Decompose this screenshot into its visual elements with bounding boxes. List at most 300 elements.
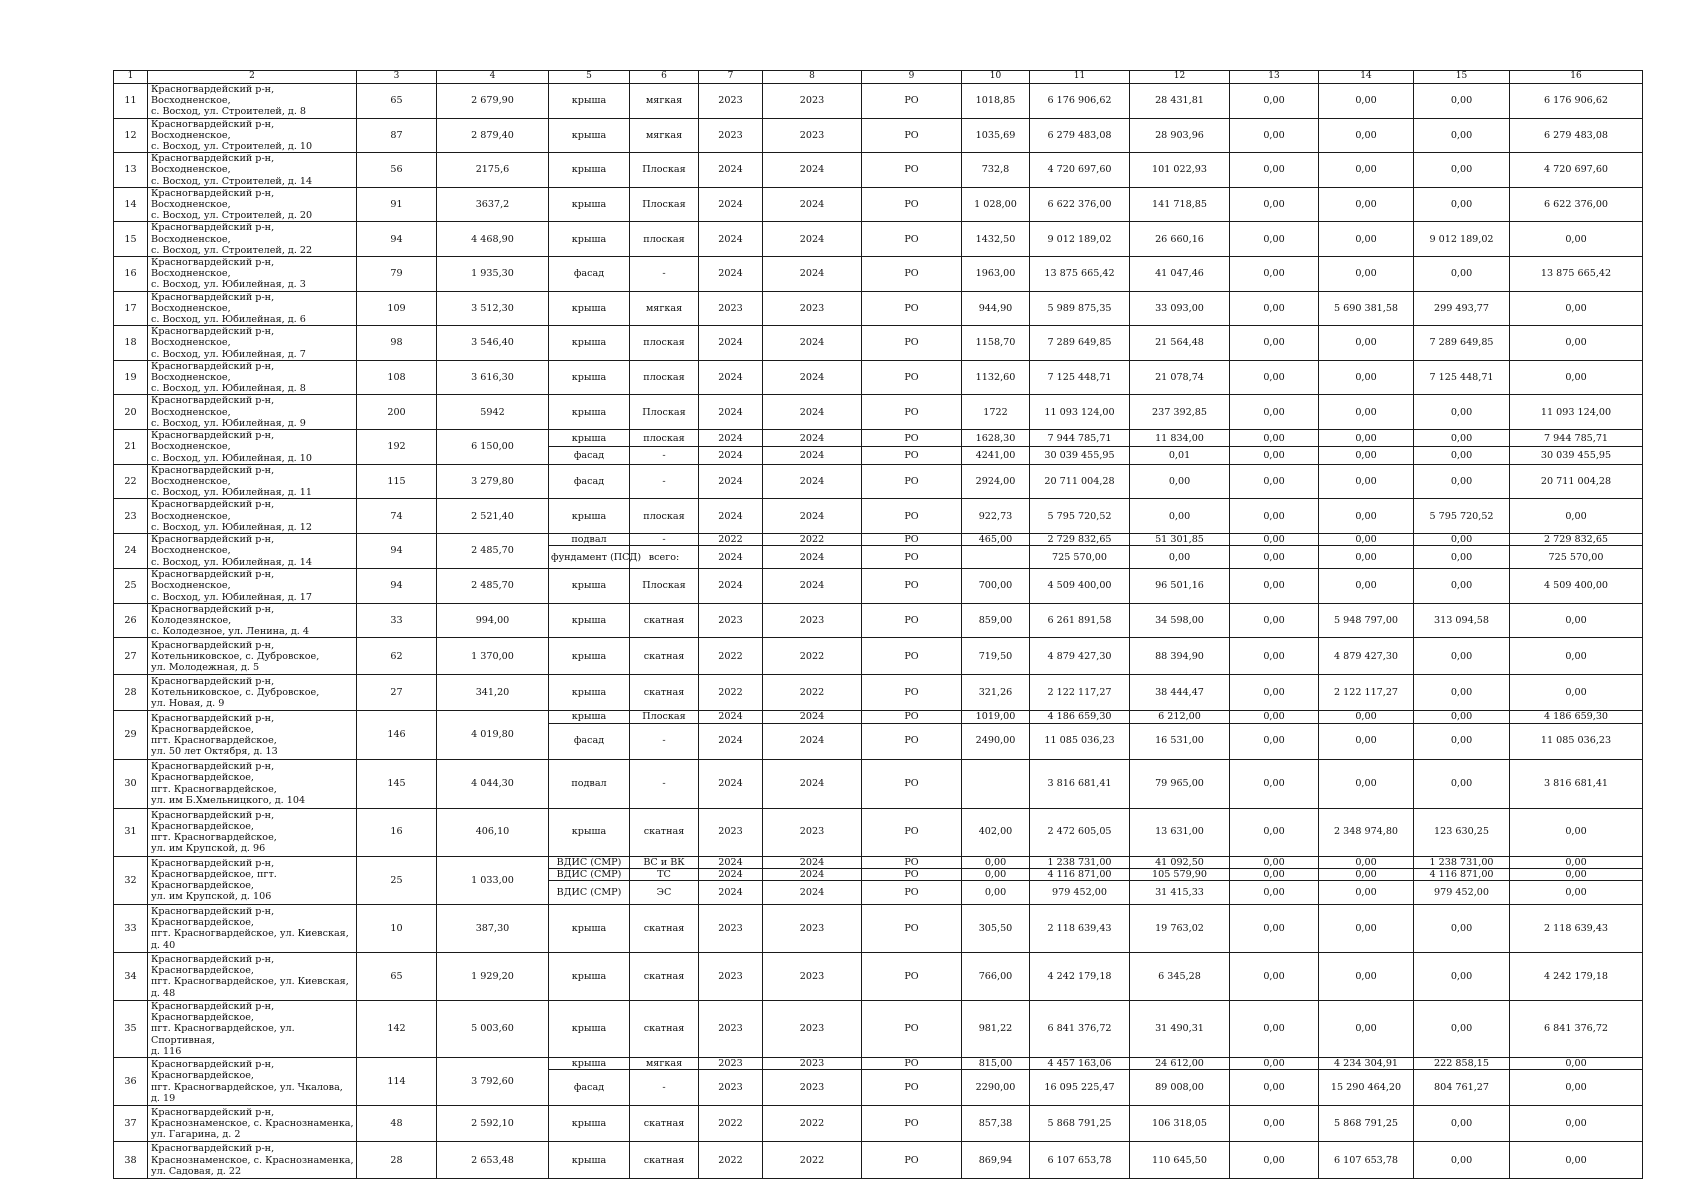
table-row <box>114 257 1643 292</box>
total-cost: 6 176 906,62 <box>1030 84 1130 119</box>
apartment-count: 65 <box>357 84 437 119</box>
address-line: д. 116 <box>151 1045 182 1057</box>
column-header: 2 <box>148 71 357 84</box>
plan-year-start: 2024 <box>699 723 763 759</box>
fund-owners: 0,00 <box>1510 291 1643 326</box>
total-cost: 4 242 179,18 <box>1030 952 1130 1000</box>
fund-regional: 0,00 <box>1319 569 1414 604</box>
table-row <box>114 759 1643 808</box>
total-cost: 5 795 720,52 <box>1030 499 1130 534</box>
area: 1019,00 <box>962 711 1030 723</box>
fund-federal: 0,00 <box>1230 499 1319 534</box>
plan-year-end: 2022 <box>763 638 862 675</box>
plan-year-end: 2024 <box>763 360 862 395</box>
cost-per-unit: 13 631,00 <box>1130 808 1230 856</box>
table-row <box>114 222 1643 257</box>
plan-year-end: 2023 <box>763 84 862 119</box>
area: 815,00 <box>962 1057 1030 1069</box>
material: скатная <box>630 638 699 675</box>
address-line: ул. им Б.Хмельницкого, д. 104 <box>151 794 306 806</box>
fund-federal: 0,00 <box>1230 447 1319 464</box>
building-area: 2 679,90 <box>437 84 549 119</box>
total-cost: 7 944 785,71 <box>1030 430 1130 447</box>
address-line: Красногвардейское, пгт. <box>151 869 277 881</box>
fund-local: 0,00 <box>1414 187 1510 222</box>
fund-local: 4 116 871,00 <box>1414 868 1510 880</box>
funding-source: РО <box>862 723 962 759</box>
fund-local: 804 761,27 <box>1414 1070 1510 1106</box>
row-number: 22 <box>114 464 148 499</box>
area: 1158,70 <box>962 326 1030 361</box>
cost-per-unit: 41 092,50 <box>1130 856 1230 868</box>
plan-year-end: 2024 <box>763 868 862 880</box>
work-type: крыша <box>549 499 630 534</box>
table-row <box>114 1000 1643 1057</box>
cost-per-unit: 16 531,00 <box>1130 723 1230 759</box>
cost-per-unit: 41 047,46 <box>1130 257 1230 292</box>
funding-source: РО <box>862 118 962 153</box>
fund-owners: 4 186 659,30 <box>1510 711 1643 723</box>
funding-source: РО <box>862 1070 962 1106</box>
plan-year-end: 2022 <box>763 533 862 545</box>
fund-federal: 0,00 <box>1230 153 1319 188</box>
work-type: крыша <box>549 430 630 447</box>
row-number: 35 <box>114 1000 148 1057</box>
address-cell <box>148 603 357 638</box>
work-type: крыша <box>549 675 630 711</box>
apartment-count: 200 <box>357 395 437 430</box>
total-cost: 6 622 376,00 <box>1030 187 1130 222</box>
material: - <box>630 533 699 545</box>
building-area: 5942 <box>437 395 549 430</box>
column-number-header-row <box>114 71 1643 84</box>
fund-federal: 0,00 <box>1230 808 1319 856</box>
address-line: с. Восход, ул. Юбилейная, д. 10 <box>151 452 312 464</box>
apartment-count: 94 <box>357 533 437 568</box>
fund-federal: 0,00 <box>1230 1142 1319 1179</box>
address-cell <box>148 808 357 856</box>
address-line: Красногвардейский р-н, <box>151 676 275 688</box>
fund-owners: 0,00 <box>1510 868 1643 880</box>
table-row <box>114 808 1643 856</box>
fund-owners: 11 093 124,00 <box>1510 395 1643 430</box>
fund-local: 0,00 <box>1414 447 1510 464</box>
cost-per-unit: 79 965,00 <box>1130 759 1230 808</box>
total-cost: 11 085 036,23 <box>1030 723 1130 759</box>
address-line: Красногвардейский р-н, <box>151 954 275 966</box>
material: скатная <box>630 904 699 952</box>
material: плоская <box>630 222 699 257</box>
cost-per-unit: 141 718,85 <box>1130 187 1230 222</box>
cost-per-unit: 88 394,90 <box>1130 638 1230 675</box>
column-header: 8 <box>763 71 862 84</box>
address-line: Красногвардейский р-н, <box>151 1059 275 1071</box>
fund-local: 0,00 <box>1414 1106 1510 1142</box>
work-type: крыша <box>549 326 630 361</box>
fund-federal: 0,00 <box>1230 723 1319 759</box>
funding-source: РО <box>862 326 962 361</box>
row-number: 29 <box>114 711 148 759</box>
area: 4241,00 <box>962 447 1030 464</box>
address-line: Красногвардейский р-н, Восходненское, <box>151 326 275 349</box>
fund-local: 0,00 <box>1414 464 1510 499</box>
fund-local: 123 630,25 <box>1414 808 1510 856</box>
apartment-count: 65 <box>357 952 437 1000</box>
plan-year-start: 2024 <box>699 880 763 904</box>
table-row <box>114 187 1643 222</box>
table-row <box>114 360 1643 395</box>
fund-federal: 0,00 <box>1230 1057 1319 1069</box>
cost-per-unit: 38 444,47 <box>1130 675 1230 711</box>
fund-regional: 5 868 791,25 <box>1319 1106 1414 1142</box>
material: - <box>630 257 699 292</box>
plan-year-end: 2023 <box>763 118 862 153</box>
work-type: крыша <box>549 118 630 153</box>
fund-local: 0,00 <box>1414 904 1510 952</box>
material: ВС и ВК <box>630 856 699 868</box>
funding-source: РО <box>862 360 962 395</box>
address-cell <box>148 569 357 604</box>
address-line: с. Восход, ул. Юбилейная, д. 9 <box>151 417 306 429</box>
plan-year-end: 2023 <box>763 808 862 856</box>
building-area: 4 044,30 <box>437 759 549 808</box>
material: плоская <box>630 326 699 361</box>
fund-regional: 0,00 <box>1319 880 1414 904</box>
area: 465,00 <box>962 533 1030 545</box>
plan-year-end: 2023 <box>763 1057 862 1069</box>
address-line: Красногвардейский р-н, <box>151 906 275 918</box>
fund-local: 0,00 <box>1414 153 1510 188</box>
building-area: 1 935,30 <box>437 257 549 292</box>
material: скатная <box>630 1000 699 1057</box>
plan-year-start: 2024 <box>699 187 763 222</box>
building-area: 5 003,60 <box>437 1000 549 1057</box>
fund-federal: 0,00 <box>1230 430 1319 447</box>
fund-regional: 5 948 797,00 <box>1319 603 1414 638</box>
material: скатная <box>630 603 699 638</box>
material: плоская <box>630 499 699 534</box>
material: - <box>630 447 699 464</box>
column-header: 10 <box>962 71 1030 84</box>
fund-federal: 0,00 <box>1230 868 1319 880</box>
total-cost: 16 095 225,47 <box>1030 1070 1130 1106</box>
column-header: 14 <box>1319 71 1414 84</box>
plan-year-start: 2024 <box>699 868 763 880</box>
fund-regional: 5 690 381,58 <box>1319 291 1414 326</box>
address-line: ул. Молодежная, д. 5 <box>151 661 260 673</box>
fund-federal: 0,00 <box>1230 675 1319 711</box>
fund-federal: 0,00 <box>1230 1000 1319 1057</box>
address-line: пгт. Красногвардейское, ул. Спортивная, <box>151 1023 295 1046</box>
fund-regional: 0,00 <box>1319 533 1414 545</box>
plan-year-end: 2024 <box>763 326 862 361</box>
apartment-count: 25 <box>357 856 437 904</box>
plan-year-end: 2024 <box>763 546 862 569</box>
fund-regional: 4 879 427,30 <box>1319 638 1414 675</box>
area: 869,94 <box>962 1142 1030 1179</box>
funding-source: РО <box>862 464 962 499</box>
work-type: подвал <box>549 759 630 808</box>
work-type: крыша <box>549 1057 630 1069</box>
address-cell <box>148 638 357 675</box>
table-row <box>114 291 1643 326</box>
address-line: Красногвардейский р-н, Восходненское, <box>151 464 275 487</box>
row-number: 38 <box>114 1142 148 1179</box>
fund-owners: 20 711 004,28 <box>1510 464 1643 499</box>
work-type: фасад <box>549 723 630 759</box>
work-type: крыша <box>549 904 630 952</box>
apartment-count: 115 <box>357 464 437 499</box>
address-line: Красногвардейское, <box>151 917 254 929</box>
work-type: фундамент (ПСД) <box>549 546 630 569</box>
address-cell <box>148 759 357 808</box>
fund-federal: 0,00 <box>1230 187 1319 222</box>
area: 859,00 <box>962 603 1030 638</box>
fund-local: 0,00 <box>1414 118 1510 153</box>
work-type: ВДИС (СМР) <box>549 856 630 868</box>
fund-federal: 0,00 <box>1230 1106 1319 1142</box>
material: скатная <box>630 808 699 856</box>
column-header: 7 <box>699 71 763 84</box>
fund-owners: 2 118 639,43 <box>1510 904 1643 952</box>
address-cell <box>148 711 357 759</box>
plan-year-start: 2024 <box>699 464 763 499</box>
plan-year-start: 2023 <box>699 291 763 326</box>
plan-year-start: 2024 <box>699 430 763 447</box>
address-line: ул. Новая, д. 9 <box>151 698 225 710</box>
material: - <box>630 759 699 808</box>
apartment-count: 145 <box>357 759 437 808</box>
fund-owners: 6 622 376,00 <box>1510 187 1643 222</box>
fund-local: 0,00 <box>1414 84 1510 119</box>
address-cell <box>148 222 357 257</box>
address-line: Красногвардейский р-н, Восходненское, <box>151 534 275 557</box>
plan-year-end: 2023 <box>763 1000 862 1057</box>
address-cell <box>148 395 357 430</box>
material: - <box>630 723 699 759</box>
address-line: с. Восход, ул. Юбилейная, д. 3 <box>151 279 306 291</box>
fund-owners: 6 176 906,62 <box>1510 84 1643 119</box>
row-number: 34 <box>114 952 148 1000</box>
fund-regional: 0,00 <box>1319 187 1414 222</box>
row-number: 15 <box>114 222 148 257</box>
work-type: крыша <box>549 1142 630 1179</box>
work-type: крыша <box>549 1106 630 1142</box>
building-area: 1 929,20 <box>437 952 549 1000</box>
area: 1132,60 <box>962 360 1030 395</box>
table-row <box>114 1106 1643 1142</box>
fund-federal: 0,00 <box>1230 759 1319 808</box>
funding-source: РО <box>862 675 962 711</box>
apartment-count: 33 <box>357 603 437 638</box>
row-number: 32 <box>114 856 148 904</box>
funding-source: РО <box>862 1000 962 1057</box>
plan-year-start: 2023 <box>699 904 763 952</box>
column-header: 13 <box>1230 71 1319 84</box>
building-area: 3637,2 <box>437 187 549 222</box>
funding-source: РО <box>862 447 962 464</box>
plan-year-end: 2023 <box>763 1070 862 1106</box>
funding-source: РО <box>862 952 962 1000</box>
address-line: Красногвардейское, <box>151 1070 254 1082</box>
funding-source: РО <box>862 569 962 604</box>
fund-federal: 0,00 <box>1230 952 1319 1000</box>
table-row <box>114 533 1643 545</box>
address-line: ул. Гагарина, д. 2 <box>151 1129 241 1141</box>
work-type: крыша <box>549 711 630 723</box>
plan-year-start: 2023 <box>699 84 763 119</box>
fund-local: 7 289 649,85 <box>1414 326 1510 361</box>
address-cell <box>148 952 357 1000</box>
apartment-count: 94 <box>357 569 437 604</box>
cost-per-unit: 31 415,33 <box>1130 880 1230 904</box>
address-line: Красногвардейский р-н, <box>151 809 275 821</box>
fund-local: 0,00 <box>1414 430 1510 447</box>
material: плоская <box>630 430 699 447</box>
address-cell <box>148 904 357 952</box>
material: мягкая <box>630 118 699 153</box>
total-cost: 4 720 697,60 <box>1030 153 1130 188</box>
cost-per-unit: 0,00 <box>1130 546 1230 569</box>
row-number: 27 <box>114 638 148 675</box>
funding-source: РО <box>862 257 962 292</box>
plan-year-end: 2024 <box>763 187 862 222</box>
address-cell <box>148 464 357 499</box>
fund-local: 0,00 <box>1414 723 1510 759</box>
address-line: с. Восход, ул. Юбилейная, д. 6 <box>151 314 306 326</box>
address-line: Красногвардейский р-н, <box>151 857 275 869</box>
address-cell <box>148 326 357 361</box>
fund-local: 0,00 <box>1414 546 1510 569</box>
total-cost: 6 841 376,72 <box>1030 1000 1130 1057</box>
material: ТС <box>630 868 699 880</box>
address-line: Красногвардейский р-н, Восходненское, <box>151 257 275 280</box>
plan-year-end: 2023 <box>763 603 862 638</box>
plan-year-start: 2024 <box>699 856 763 868</box>
cost-per-unit: 31 490,31 <box>1130 1000 1230 1057</box>
work-type: крыша <box>549 638 630 675</box>
area: 766,00 <box>962 952 1030 1000</box>
cost-per-unit: 19 763,02 <box>1130 904 1230 952</box>
material: ЭС <box>630 880 699 904</box>
fund-federal: 0,00 <box>1230 1070 1319 1106</box>
address-line: с. Восход, ул. Юбилейная, д. 11 <box>151 487 312 499</box>
fund-regional: 0,00 <box>1319 430 1414 447</box>
area: 2924,00 <box>962 464 1030 499</box>
fund-regional: 0,00 <box>1319 499 1414 534</box>
cost-per-unit: 24 612,00 <box>1130 1057 1230 1069</box>
plan-year-end: 2023 <box>763 952 862 1000</box>
address-line: с. Восход, ул. Строителей, д. 8 <box>151 106 307 118</box>
fund-local: 9 012 189,02 <box>1414 222 1510 257</box>
cost-per-unit: 33 093,00 <box>1130 291 1230 326</box>
funding-source: РО <box>862 499 962 534</box>
area: 1628,30 <box>962 430 1030 447</box>
area: 0,00 <box>962 880 1030 904</box>
plan-year-start: 2022 <box>699 1106 763 1142</box>
apartment-count: 91 <box>357 187 437 222</box>
building-area: 3 546,40 <box>437 326 549 361</box>
address-line: ул. им Крупской, д. 106 <box>151 891 272 903</box>
plan-year-start: 2024 <box>699 711 763 723</box>
material: Плоская <box>630 395 699 430</box>
row-number: 13 <box>114 153 148 188</box>
row-number: 25 <box>114 569 148 604</box>
plan-year-start: 2022 <box>699 675 763 711</box>
area: 2490,00 <box>962 723 1030 759</box>
building-area: 2 521,40 <box>437 499 549 534</box>
fund-owners: 0,00 <box>1510 499 1643 534</box>
row-number: 19 <box>114 360 148 395</box>
total-cost: 11 093 124,00 <box>1030 395 1130 430</box>
address-line: ул. 50 лет Октября, д. 13 <box>151 746 278 758</box>
capital-repair-table <box>113 70 1643 1179</box>
area: 732,8 <box>962 153 1030 188</box>
work-type: крыша <box>549 808 630 856</box>
apartment-count: 98 <box>357 326 437 361</box>
address-cell <box>148 1000 357 1057</box>
funding-source: РО <box>862 1106 962 1142</box>
total-cost: 30 039 455,95 <box>1030 447 1130 464</box>
table-row <box>114 1057 1643 1069</box>
plan-year-start: 2024 <box>699 222 763 257</box>
material: мягкая <box>630 291 699 326</box>
row-number: 31 <box>114 808 148 856</box>
row-number: 20 <box>114 395 148 430</box>
building-area: 1 370,00 <box>437 638 549 675</box>
area: 981,22 <box>962 1000 1030 1057</box>
plan-year-end: 2022 <box>763 1106 862 1142</box>
total-cost: 2 472 605,05 <box>1030 808 1130 856</box>
table-row <box>114 499 1643 534</box>
fund-federal: 0,00 <box>1230 326 1319 361</box>
plan-year-start: 2022 <box>699 533 763 545</box>
column-header: 5 <box>549 71 630 84</box>
building-area: 2 485,70 <box>437 533 549 568</box>
total-cost: 2 118 639,43 <box>1030 904 1130 952</box>
area: 700,00 <box>962 569 1030 604</box>
fund-federal: 0,00 <box>1230 464 1319 499</box>
fund-owners: 725 570,00 <box>1510 546 1643 569</box>
row-number: 14 <box>114 187 148 222</box>
plan-year-start: 2023 <box>699 808 763 856</box>
plan-year-end: 2024 <box>763 257 862 292</box>
funding-source: РО <box>862 222 962 257</box>
total-cost: 3 816 681,41 <box>1030 759 1130 808</box>
plan-year-end: 2024 <box>763 447 862 464</box>
address-cell <box>148 118 357 153</box>
address-line: пгт. Красногвардейское, <box>151 734 277 746</box>
material: Плоская <box>630 711 699 723</box>
plan-year-start: 2024 <box>699 546 763 569</box>
row-number: 12 <box>114 118 148 153</box>
funding-source: РО <box>862 84 962 119</box>
apartment-count: 62 <box>357 638 437 675</box>
address-line: Краснознаменское, с. Краснознаменка, <box>151 1154 354 1166</box>
building-area: 4 468,90 <box>437 222 549 257</box>
building-area: 3 792,60 <box>437 1057 549 1105</box>
funding-source: РО <box>862 187 962 222</box>
cost-per-unit: 6 345,28 <box>1130 952 1230 1000</box>
row-number: 24 <box>114 533 148 568</box>
funding-source: РО <box>862 880 962 904</box>
material: скатная <box>630 675 699 711</box>
address-cell <box>148 533 357 568</box>
total-cost: 4 186 659,30 <box>1030 711 1130 723</box>
address-cell <box>148 84 357 119</box>
table-body <box>114 71 1643 1179</box>
column-header: 15 <box>1414 71 1510 84</box>
